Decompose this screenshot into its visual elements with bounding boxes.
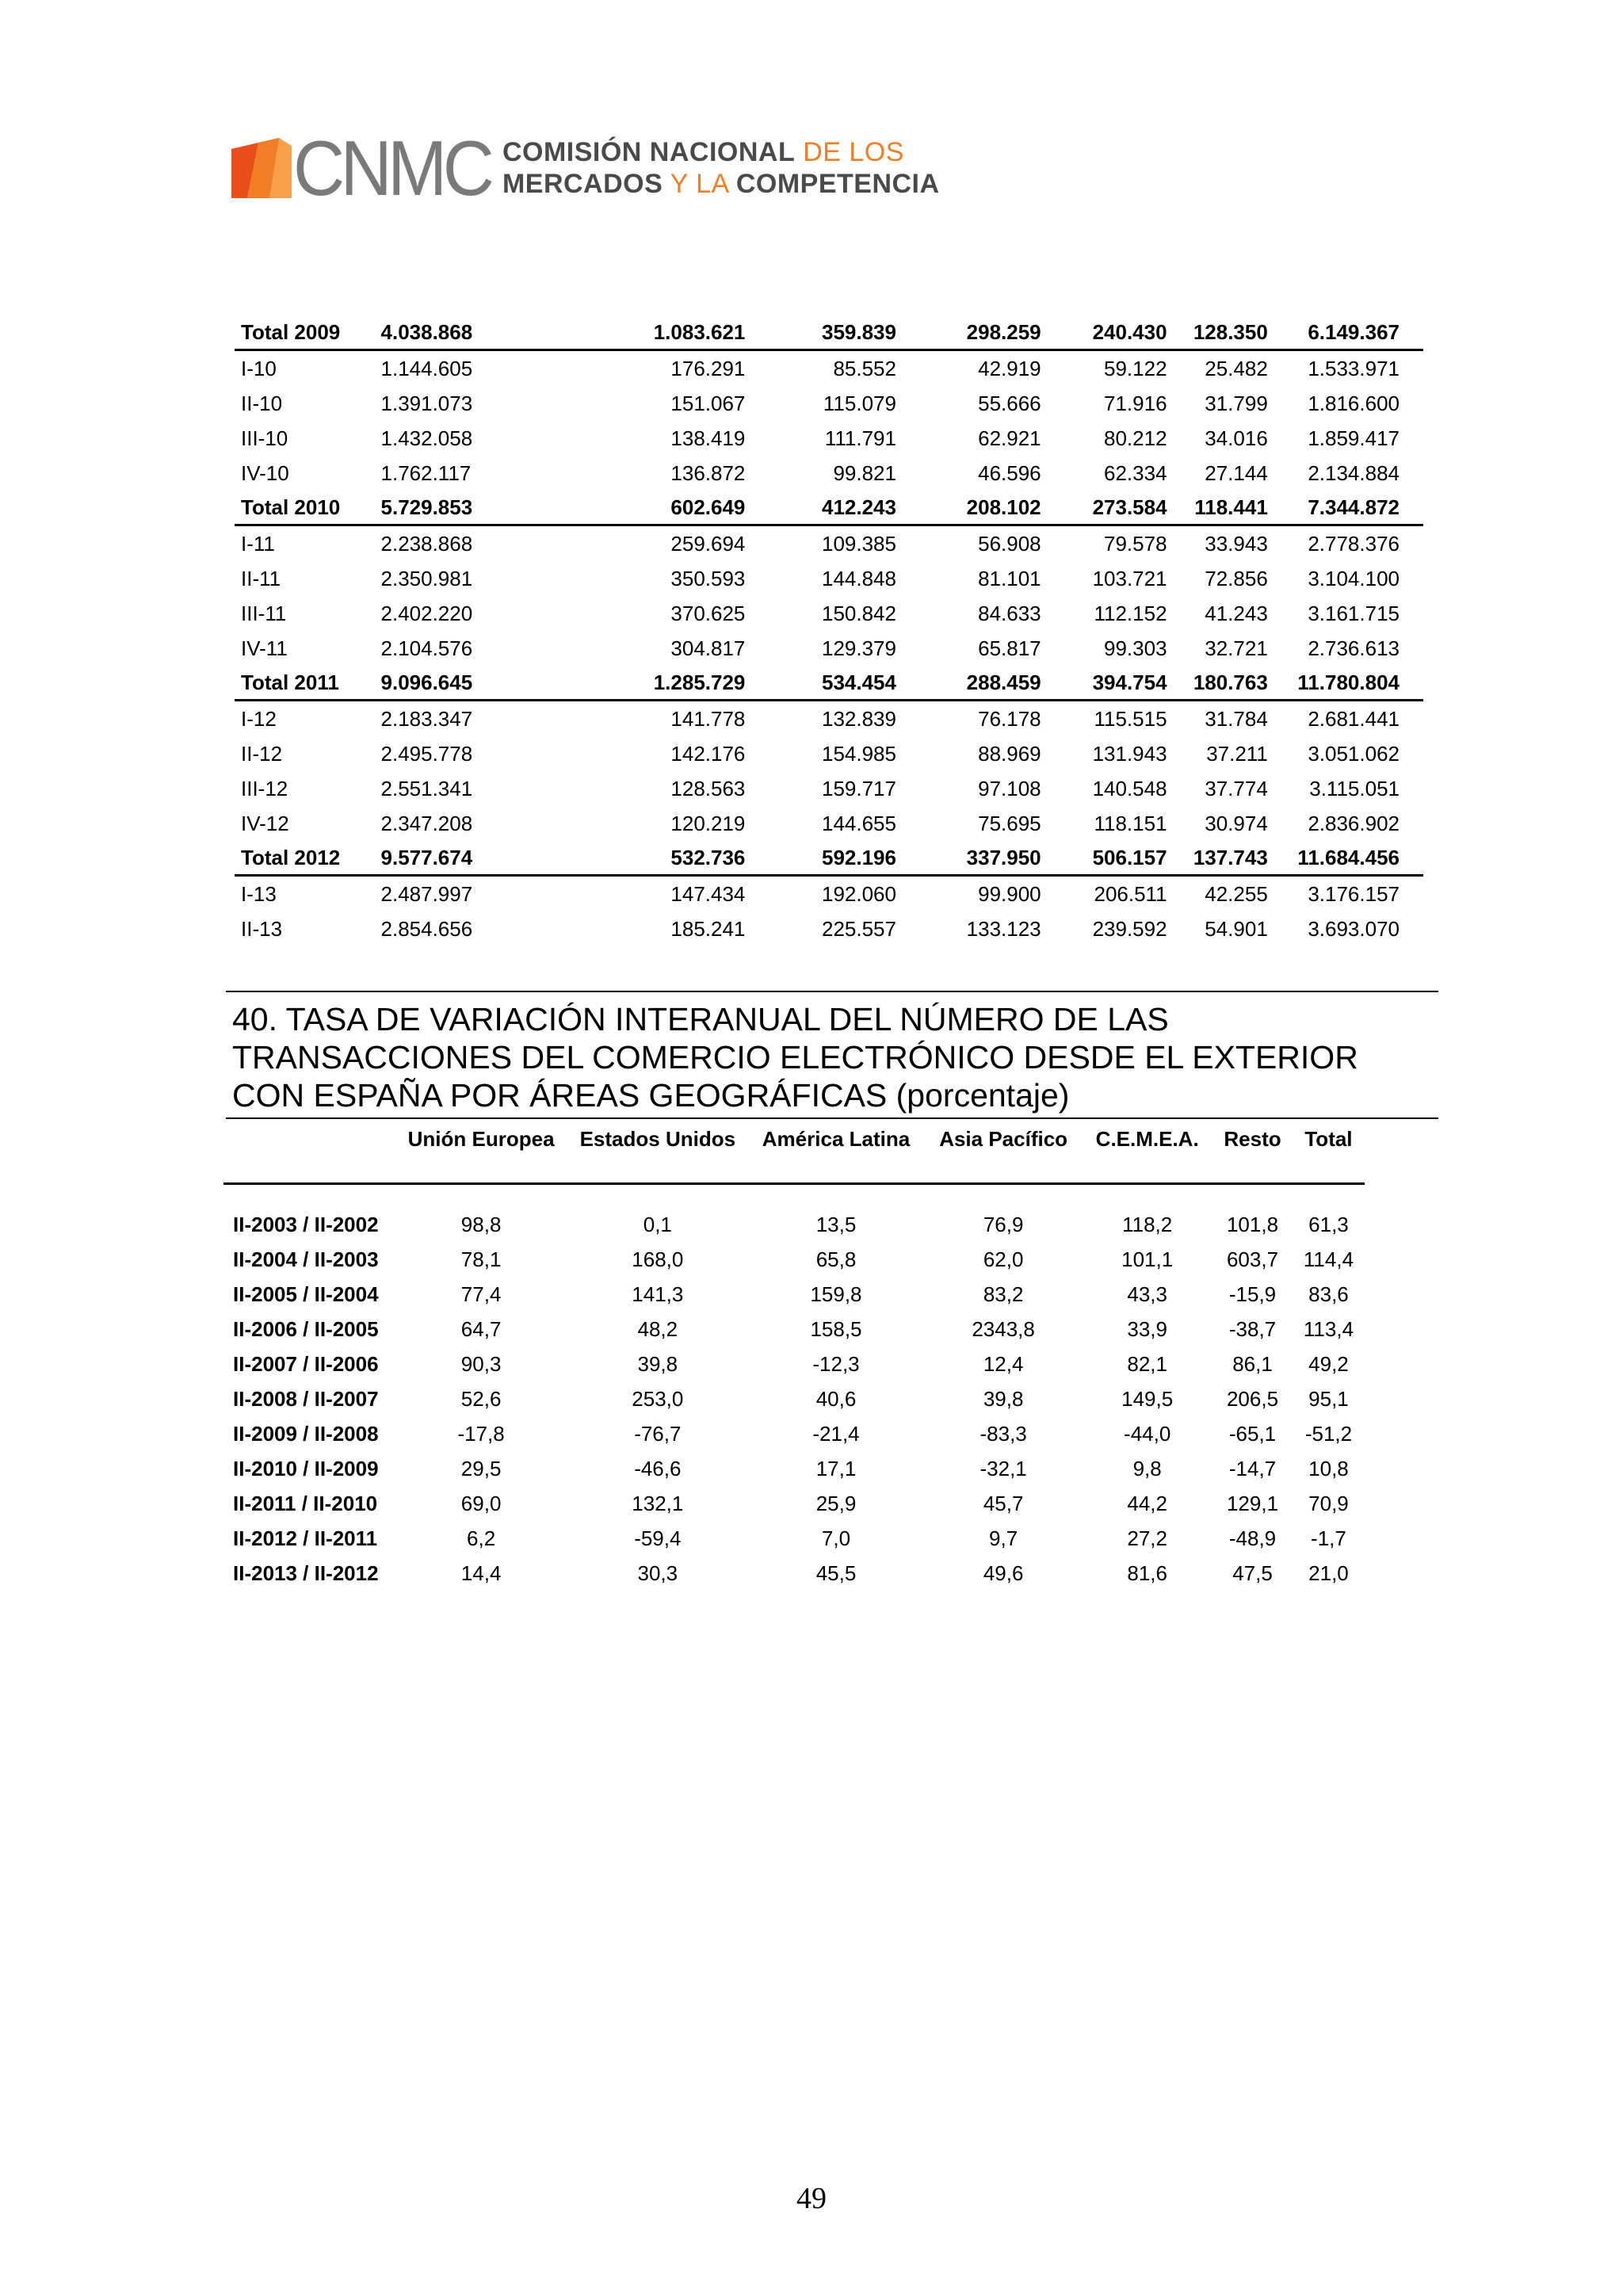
table-cell: 83,6 [1308,1282,1349,1306]
table-cell: 21,0 [1308,1561,1349,1585]
table-cell: 118.441 [1167,491,1268,525]
table-cell: 288.459 [896,666,1041,701]
table-cell: 41.243 [1205,601,1268,625]
table-cell: 75.695 [978,811,1041,835]
table-cell: 7,0 [821,1526,851,1550]
table-cell: 34.016 [1205,426,1268,450]
table-cell: 259.694 [670,531,746,556]
table-row [223,1347,1365,1381]
table-row [223,1451,1365,1486]
table-cell: 112.152 [1094,601,1167,625]
table-cell: 168,0 [632,1247,684,1271]
table-cell: 1.391.073 [380,391,473,415]
table-cell: 5.729.853 [381,491,520,525]
table-cell: 47,5 [1232,1561,1273,1585]
table-cell: -48,9 [1228,1526,1277,1550]
section-title [226,991,1438,1119]
table-cell: 77,4 [460,1282,502,1306]
table-cell: 0,1 [643,1212,672,1236]
table-cell: 2.350.981 [380,566,473,590]
row-label: I-11 [241,531,275,556]
row-label: Total 2011 [235,666,381,701]
row-label: I-10 [241,356,277,380]
row-label: Total 2012 [235,841,381,876]
table-cell: 72.856 [1205,566,1268,590]
table-cell: 118.151 [1094,811,1167,835]
table-cell: 132,1 [632,1491,684,1515]
table-cell: 54.901 [1205,916,1268,941]
table-cell: 88.969 [978,741,1041,766]
table-cell: 65.817 [978,636,1041,660]
table-cell: 84.633 [978,601,1041,625]
row-label: II-2012 / II-2011 [233,1526,378,1550]
column-header: Estados Unidos [568,1117,747,1184]
table-cell: -32,1 [980,1456,1027,1480]
table-cell: 39,8 [983,1386,1024,1411]
table-cell: 97.108 [978,776,1041,800]
table-cell: 2.495.778 [380,741,473,766]
table-cell: 29,5 [460,1456,502,1480]
logo-line-2 [502,168,940,200]
table-cell: 158,5 [810,1316,862,1341]
row-label: II-10 [241,391,283,415]
row-label: II-11 [241,566,281,590]
table-cell: -15,9 [1228,1282,1277,1306]
table-cell: 55.666 [978,391,1041,415]
row-label: II-2009 / II-2008 [233,1421,379,1446]
row-label: II-2005 / II-2004 [233,1282,379,1306]
table-cell: 9,8 [1132,1456,1162,1480]
table-cell: 115.515 [1094,706,1167,731]
table-cell: 2.551.341 [380,776,473,800]
table-cell: 2.836.902 [1308,811,1400,835]
table-cell: 49,6 [983,1561,1024,1585]
table-cell: -46,6 [634,1456,682,1480]
table-cell: -14,7 [1228,1456,1277,1480]
table-cell: 534.454 [745,666,896,701]
table-cell: 2343,8 [972,1316,1035,1341]
row-label: II-2006 / II-2005 [233,1316,379,1341]
row-label: IV-12 [241,811,289,835]
table-cell: 9.577.674 [381,841,520,876]
table-cell: 129.379 [821,636,896,660]
table-cell: 11.780.804 [1268,666,1423,701]
logo-wordmark [502,136,940,200]
table-cell: 141,3 [632,1282,684,1306]
table-cell: 3.176.157 [1308,881,1400,906]
table-cell: -83,3 [980,1421,1027,1446]
table-cell: 56.908 [978,531,1041,556]
row-label: Total 2010 [235,491,381,525]
table-cell: 33,9 [1127,1316,1167,1341]
table-row [223,1242,1365,1277]
table-cell: 65,8 [815,1247,857,1271]
table-row [235,806,1423,841]
table-cell: 3.693.070 [1308,916,1400,941]
table-cell: 185.241 [670,916,746,941]
table-cell: 69,0 [460,1491,502,1515]
row-label: II-2011 / II-2010 [233,1491,378,1515]
table-row [235,876,1423,912]
table-row [223,1556,1365,1591]
table-cell: 136.872 [670,460,746,485]
table-cell: 208.102 [896,491,1041,525]
table-cell: 6,2 [467,1526,496,1550]
section-title-line: 40. TASA DE VARIACIÓN INTERANUAL DEL NÚMERO DE LAS [232,1001,1169,1037]
table-cell: 45,7 [983,1491,1024,1515]
table-cell: -44,0 [1124,1421,1171,1446]
logo-text: COMPETENCIA [735,169,940,199]
table-cell: 111.791 [824,426,896,450]
table-cell: 78,1 [460,1247,502,1271]
table-cell: 140.548 [1092,776,1167,800]
table-row [235,701,1423,737]
total-row [235,841,1423,876]
column-header: Unión Europea [395,1117,568,1184]
table-cell: 39,8 [637,1351,678,1376]
table-row [235,596,1423,631]
table-cell: 81.101 [978,566,1041,590]
table-cell: 30.974 [1205,811,1268,835]
table-cell: -17,8 [457,1421,505,1446]
table-cell: 304.817 [670,636,746,660]
table-cell: 7.344.872 [1268,491,1423,525]
table-row [223,1312,1365,1347]
row-label: III-11 [241,601,287,625]
table-cell: 37.211 [1206,741,1268,766]
table-cell: 359.839 [745,315,896,350]
table-cell: 1.533.971 [1308,356,1400,380]
table-cell: 98,8 [460,1212,502,1236]
table-cell: 147.434 [670,881,746,906]
logo-acronym: CNMC [293,124,491,212]
table-cell: 83,2 [983,1282,1024,1306]
table-cell: 592.196 [745,841,896,876]
table-row [223,1381,1365,1416]
table-cell: 506.157 [1041,841,1167,876]
table-cell: 1.285.729 [519,666,745,701]
table-cell: 62.921 [978,426,1041,450]
table-cell: 62,0 [983,1247,1024,1271]
column-header: C.E.M.E.A. [1082,1117,1212,1184]
table-cell: 118,2 [1122,1212,1173,1236]
table-cell: 3.051.062 [1308,741,1400,766]
row-label: II-12 [241,741,283,766]
table-cell: 206,5 [1226,1386,1279,1411]
table-cell: 79.578 [1104,531,1167,556]
table-cell: 137.743 [1167,841,1268,876]
table-cell: 3.161.715 [1308,601,1400,625]
table-row [235,386,1423,421]
table-cell: 3.104.100 [1308,566,1400,590]
table-cell: 6.149.367 [1268,315,1423,350]
table-cell: 4.038.868 [381,315,520,350]
table-row [223,1521,1365,1556]
column-header: Resto [1212,1117,1293,1184]
page-number: 49 [796,2182,827,2215]
row-label: II-2010 / II-2009 [233,1456,379,1480]
table-cell: 1.144.605 [380,356,473,380]
row-label: IV-11 [241,636,288,660]
table-cell: 240.430 [1041,315,1167,350]
section-title-line: TRANSACCIONES DEL COMERCIO ELECTRÓNICO DESDE EL EXTERIOR [232,1039,1358,1075]
table-cell: 176.291 [670,356,746,380]
table-cell: 159,8 [810,1282,862,1306]
table-cell: 30,3 [637,1561,678,1585]
table-cell: 131.943 [1092,741,1167,766]
column-header [223,1117,395,1184]
table-cell: 192.060 [821,881,896,906]
cnmc-logo-mark-icon [231,138,292,198]
table-cell: 3.115.051 [1309,776,1400,800]
table-cell: 44,2 [1127,1491,1167,1515]
table-cell: 59.122 [1104,356,1167,380]
table-cell: -12,3 [812,1351,860,1376]
table-cell: 99.900 [978,881,1041,906]
table-row [235,736,1423,771]
table-cell: 133.123 [966,916,1041,941]
table-cell: 154.985 [821,741,896,766]
table-cell: 532.736 [519,841,745,876]
table-cell: 253,0 [632,1386,684,1411]
table-cell: 45,5 [815,1561,857,1585]
table-cell: 52,6 [460,1386,502,1411]
table-row [235,456,1423,491]
table-cell: 43,3 [1127,1282,1167,1306]
table-cell: 32.721 [1205,636,1268,660]
table-cell: 37.774 [1205,776,1268,800]
table-cell: 603,7 [1226,1247,1279,1271]
table-cell: 142.176 [670,741,746,766]
table-cell: 42.255 [1205,881,1268,906]
column-header: Asia Pacífico [925,1117,1082,1184]
table-cell: 132.839 [821,706,896,731]
table-cell: 85.552 [833,356,896,380]
table-cell: 103.721 [1092,566,1167,590]
table-cell: 114,4 [1303,1247,1354,1271]
table-cell: 12,4 [983,1351,1024,1376]
logo-text: DE LOS [803,137,904,167]
table-cell: 128.350 [1167,315,1268,350]
table-cell: 138.419 [670,426,746,450]
row-label: Total 2009 [235,315,381,350]
row-label: I-12 [241,706,277,731]
table-cell: 150.842 [821,601,896,625]
table-cell: 1.816.600 [1308,391,1400,415]
total-row [235,666,1423,701]
table-cell: 2.104.576 [380,636,473,660]
table-cell: 80.212 [1104,426,1167,450]
section-title-line: CON ESPAÑA POR ÁREAS GEOGRÁFICAS (porcentaje) [232,1077,1070,1114]
column-header: Total [1293,1117,1365,1184]
table-cell: 394.754 [1041,666,1167,701]
table-cell: -59,4 [634,1526,682,1550]
table-cell: 25.482 [1205,356,1268,380]
table-cell: 42.919 [978,356,1041,380]
table-cell: 370.625 [670,601,746,625]
table-cell: 62.334 [1104,460,1167,485]
logo-text: MERCADOS [502,169,663,199]
table-cell: 141.778 [670,706,746,731]
table-cell: 17,1 [815,1456,857,1480]
cnmc-logo [231,124,940,212]
table-row [235,525,1423,562]
row-label: IV-10 [241,460,289,485]
table-cell: 10,8 [1308,1456,1349,1480]
row-label: III-12 [241,776,288,800]
table-cell: 64,7 [460,1316,502,1341]
table-cell: 25,9 [815,1491,857,1515]
total-row [235,315,1423,350]
table-cell: 81,6 [1127,1561,1167,1585]
table-cell: 40,6 [815,1386,857,1411]
table-cell: 337.950 [896,841,1041,876]
table-cell: 82,1 [1127,1351,1167,1376]
table-cell: 76,9 [983,1212,1024,1236]
table-row [235,631,1423,666]
logo-line-1 [502,136,940,168]
table-cell: 144.848 [821,566,896,590]
table-row [235,350,1423,387]
table-cell: 151.067 [670,391,746,415]
table-cell: 1.859.417 [1308,426,1400,450]
table-cell: 2.736.613 [1308,636,1400,660]
table-cell: 298.259 [896,315,1041,350]
table-cell: 9,7 [989,1526,1018,1550]
table-cell: 239.592 [1092,916,1167,941]
table-cell: 33.943 [1205,531,1268,556]
row-label: II-13 [241,916,283,941]
row-label: II-2007 / II-2006 [233,1351,379,1376]
table-cell: 2.681.441 [1308,706,1400,731]
table-cell: 120.219 [670,811,746,835]
table-cell: 71.916 [1104,391,1167,415]
table-row [223,1277,1365,1312]
table-cell: 27.144 [1205,460,1268,485]
table-cell: 128.563 [670,776,746,800]
header-row [223,1117,1365,1184]
quarterly-transactions-table [235,315,1423,946]
table-cell: 2.238.868 [380,531,473,556]
table-cell: -51,2 [1304,1421,1353,1446]
table-cell: 11.684.456 [1268,841,1423,876]
table-cell: 180.763 [1167,666,1268,701]
logo-text: Y LA [670,169,728,199]
table-cell: 9.096.645 [381,666,520,701]
table-cell: 273.584 [1041,491,1167,525]
table-cell: 49,2 [1308,1351,1349,1376]
table-row [235,421,1423,456]
row-label: II-2013 / II-2012 [233,1561,379,1585]
table-cell: 1.762.117 [380,460,472,485]
row-label: III-10 [241,426,288,450]
table-cell: 115.079 [823,391,896,415]
table-cell: -38,7 [1228,1316,1277,1341]
variation-rate-table [223,1117,1365,1591]
table-cell: -21,4 [812,1421,860,1446]
table-cell: 159.717 [821,776,896,800]
table-cell: 86,1 [1232,1351,1273,1376]
table-cell: 602.649 [519,491,745,525]
row-label: I-13 [241,881,277,906]
table-cell: 2.183.347 [380,706,473,731]
table-cell: 2.854.656 [380,916,473,941]
table-row [235,911,1423,946]
row-label: II-2003 / II-2002 [233,1212,379,1236]
logo-text: COMISIÓN NACIONAL [502,137,796,167]
table-cell: 31.799 [1205,391,1268,415]
table-cell: 76.178 [978,706,1041,731]
table-cell: 412.243 [745,491,896,525]
table-cell: 1.432.058 [380,426,473,450]
table-cell: 149,5 [1121,1386,1174,1411]
table-cell: 14,4 [460,1561,502,1585]
column-header: América Latina [747,1117,925,1184]
total-row [235,491,1423,525]
table-cell: 144.655 [821,811,896,835]
table-cell: 13,5 [815,1212,857,1236]
table-cell: -76,7 [634,1421,682,1446]
table-cell: 2.347.208 [380,811,473,835]
table-cell: 2.402.220 [380,601,473,625]
table-cell: 225.557 [821,916,896,941]
row-label: II-2008 / II-2007 [233,1386,379,1411]
table-cell: 101,8 [1226,1212,1279,1236]
table-cell: 99.303 [1104,636,1167,660]
table-cell: 113,4 [1303,1316,1354,1341]
table-cell: 101,1 [1121,1247,1174,1271]
table-cell: 2.134.884 [1308,460,1400,485]
table-cell: 46.596 [978,460,1041,485]
table-row [223,1184,1365,1243]
table-cell: 61,3 [1308,1212,1349,1236]
table-cell: 99.821 [833,460,896,485]
table-cell: 1.083.621 [519,315,745,350]
table-cell: 206.511 [1094,881,1167,906]
row-label: II-2004 / II-2003 [233,1247,379,1271]
table-row [223,1416,1365,1451]
table-row [235,561,1423,596]
table-row [223,1486,1365,1521]
table-row [235,771,1423,806]
table-cell: 27,2 [1127,1526,1167,1550]
table-cell: 2.487.997 [380,881,473,906]
table-cell: -65,1 [1228,1421,1277,1446]
table-cell: 95,1 [1308,1386,1349,1411]
table-cell: 109.385 [821,531,896,556]
table-cell: 350.593 [670,566,746,590]
table-cell: 129,1 [1226,1491,1279,1515]
table-cell: 31.784 [1205,706,1268,731]
table-cell: -1,7 [1311,1526,1346,1550]
table-cell: 48,2 [637,1316,678,1341]
table-cell: 70,9 [1308,1491,1349,1515]
table-cell: 90,3 [460,1351,502,1376]
table-cell: 2.778.376 [1308,531,1400,556]
